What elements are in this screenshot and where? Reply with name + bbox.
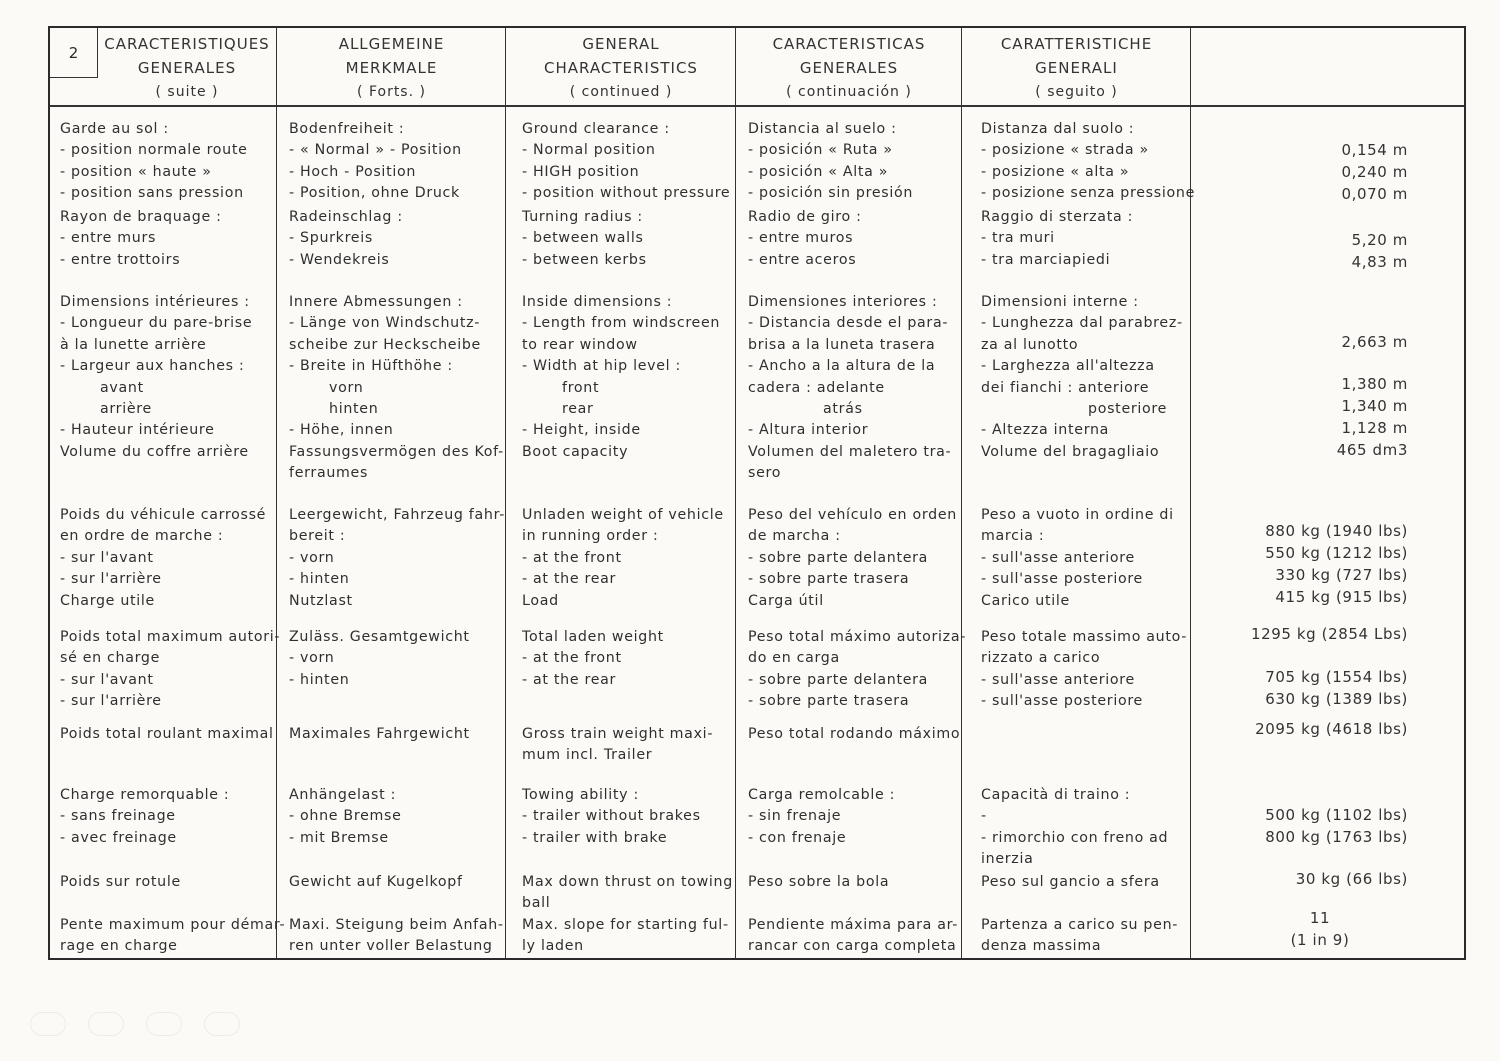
cell-line: - at the front: [522, 549, 622, 566]
cell-en-total: [522, 627, 738, 691]
cell-line: - sull'asse posteriore: [981, 693, 1143, 710]
cell-line: Volume del bragagliaio: [981, 443, 1160, 460]
cell-line: - Hauteur intérieure: [60, 422, 215, 439]
cell-fr-tow: [60, 785, 274, 849]
cell-line: mum incl. Trailer: [522, 747, 653, 764]
cell-line: Peso del vehículo en orden: [748, 507, 957, 523]
cell-line: Innere Abmessungen :: [289, 294, 463, 310]
cell-line: - sull'asse anteriore: [981, 549, 1135, 566]
cell-line: bereit :: [289, 528, 346, 545]
cell-es-ground: [748, 119, 960, 205]
cell-line: ball: [522, 895, 551, 912]
cell-line: en ordre de marche :: [60, 528, 224, 545]
cell-line: Peso a vuoto in ordine di: [981, 507, 1174, 523]
cell-it-ball: [981, 872, 1193, 893]
page-edge-marks: [30, 1012, 240, 1036]
value-line: 550 kg (1212 lbs): [1265, 544, 1408, 562]
value-line: 880 kg (1940 lbs): [1265, 522, 1408, 540]
cell-line: Charge remorquable :: [60, 787, 230, 803]
cell-de-ball: [289, 872, 511, 893]
cell-line: Pente maximum pour démar-: [60, 917, 286, 933]
cell-line: Peso total máximo autoriza-: [748, 629, 967, 645]
cell-line: vorn: [329, 379, 364, 396]
cell-line: Nutzlast: [289, 592, 353, 609]
value-line: 415 kg (915 lbs): [1275, 588, 1408, 606]
cell-line: - entre muros: [748, 230, 854, 247]
value-line: 500 kg (1102 lbs): [1265, 806, 1408, 824]
cell-line: - sull'asse anteriore: [981, 671, 1135, 688]
cell-line: denza massima: [981, 938, 1102, 955]
cell-line: Load: [522, 592, 559, 609]
header-subtitle: ( continued ): [569, 84, 673, 100]
cell-line: ferraumes: [289, 465, 369, 482]
decorative-mark: [30, 1012, 66, 1036]
cell-it-total: [981, 627, 1193, 713]
value-slope: [1250, 907, 1390, 951]
cell-line: brisa a la luneta trasera: [748, 336, 936, 353]
cell-line: - trailer with brake: [522, 829, 668, 846]
cell-line: à la lunette arrière: [60, 336, 207, 353]
header-title: GENERAL: [582, 35, 660, 53]
header-subtitle: ( seguito ): [1035, 84, 1118, 100]
cell-line: - sur l'avant: [60, 549, 154, 566]
cell-it-dims: [981, 292, 1193, 463]
cell-line: inerzia: [981, 851, 1034, 868]
cell-line: - between walls: [522, 230, 644, 247]
cell-es-ball: [748, 872, 960, 893]
cell-line: Poids du véhicule carrossé: [60, 507, 267, 523]
cell-line: - Larghezza all'altezza: [981, 358, 1155, 375]
header-subtitle: ( suite ): [155, 84, 219, 100]
cell-line: Poids sur rotule: [60, 874, 181, 890]
cell-line: - ohne Bremse: [289, 808, 402, 825]
cell-line: dei fianchi : anteriore: [981, 379, 1150, 396]
cell-line: marcia :: [981, 528, 1045, 545]
cell-line: - Ancho a la altura de la: [748, 358, 936, 375]
cell-line: - posición « Alta »: [748, 163, 889, 180]
cell-line: Peso totale massimo auto-: [981, 629, 1188, 645]
cell-line: - sull'asse posteriore: [981, 571, 1143, 588]
cell-line: - tra marciapiedi: [981, 251, 1111, 268]
value-line: 1,340 m: [1341, 397, 1408, 415]
cell-en-slope: [522, 915, 738, 958]
cell-line: - Largeur aux hanches :: [60, 358, 245, 375]
header-spanish: [737, 32, 961, 104]
cell-line: hinten: [329, 401, 379, 418]
cell-it-weight: [981, 505, 1193, 612]
cell-fr-ground: [60, 119, 274, 205]
cell-line: Max down thrust on towing: [522, 874, 733, 890]
value-line: 0,070 m: [1341, 185, 1408, 203]
cell-line: ren unter voller Belastung: [289, 938, 493, 955]
cell-line: Max. slope for starting ful-: [522, 917, 729, 933]
cell-line: - posizione « strada »: [981, 142, 1149, 159]
cell-line: - sobre parte trasera: [748, 571, 910, 588]
cell-fr-turning: [60, 207, 274, 271]
value-hips: [1188, 373, 1408, 461]
cell-de-ground: [289, 119, 511, 205]
cell-de-turning: [289, 207, 511, 271]
value-line: 0,154 m: [1341, 141, 1408, 159]
cell-line: Volumen del maletero tra-: [748, 443, 952, 460]
cell-it-turning: [981, 207, 1193, 271]
cell-line: do en carga: [748, 650, 840, 667]
cell-line: rancar con carga completa: [748, 938, 957, 955]
cell-line: - entre murs: [60, 230, 157, 247]
header-title: GENERALES: [799, 59, 899, 77]
cell-it-tow: [981, 785, 1193, 871]
cell-line: - Altura interior: [748, 422, 869, 439]
cell-line: atrás: [823, 401, 863, 418]
cell-en-rolling: [522, 724, 738, 767]
cell-line: - sobre parte trasera: [748, 693, 910, 710]
cell-line: - sur l'arrière: [60, 693, 162, 710]
cell-line: - Height, inside: [522, 422, 641, 439]
cell-line: - Distancia desde el para-: [748, 315, 949, 332]
cell-line: - sans freinage: [60, 808, 176, 825]
cell-line: front: [562, 379, 600, 396]
cell-line: - Longueur du pare-brise: [60, 315, 253, 332]
cell-line: - sobre parte delantera: [748, 671, 929, 688]
cell-en-dims: [522, 292, 738, 463]
cell-line: Carga remolcable :: [748, 787, 896, 803]
cell-line: - Length from windscreen: [522, 315, 721, 332]
cell-line: - position normale route: [60, 142, 248, 159]
cell-line: rage en charge: [60, 938, 178, 955]
header-french: [98, 32, 276, 104]
cell-en-ball: [522, 872, 738, 915]
cell-line: - sur l'arrière: [60, 571, 162, 588]
cell-en-weight: [522, 505, 738, 612]
cell-line: - mit Bremse: [289, 829, 389, 846]
cell-line: - Wendekreis: [289, 251, 390, 268]
cell-line: Garde au sol :: [60, 121, 169, 137]
header-title: ALLGEMEINE: [338, 35, 445, 53]
cell-line: Inside dimensions :: [522, 294, 673, 310]
cell-line: rizzato a carico: [981, 650, 1101, 667]
cell-line: za al lunotto: [981, 336, 1079, 353]
cell-line: - position « haute »: [60, 163, 212, 180]
cell-es-turning: [748, 207, 960, 271]
cell-line: Dimensioni interne :: [981, 294, 1139, 310]
value-turning: [1188, 229, 1408, 273]
cell-line: - Spurkreis: [289, 230, 373, 247]
value-line: 0,240 m: [1341, 163, 1408, 181]
cell-en-turning: [522, 207, 738, 271]
cell-fr-rolling: [60, 724, 274, 745]
cell-line: Zuläss. Gesamtgewicht: [289, 629, 470, 645]
cell-line: - posizione senza pressione: [981, 185, 1195, 202]
cell-line: - HIGH position: [522, 163, 640, 180]
value-line: 630 kg (1389 lbs): [1265, 690, 1408, 708]
cell-line: Dimensiones interiores :: [748, 294, 938, 310]
cell-line: Dimensions intérieures :: [60, 294, 250, 310]
value-ground: [1188, 139, 1408, 205]
cell-line: Poids total maximum autori-: [60, 629, 281, 645]
cell-fr-total: [60, 627, 281, 713]
header-title: MERKMALE: [345, 59, 438, 77]
cell-line: Distanza dal suolo :: [981, 121, 1135, 137]
cell-line: rear: [562, 401, 594, 418]
cell-line: Gewicht auf Kugelkopf: [289, 874, 463, 890]
cell-line: Towing ability :: [522, 787, 639, 803]
cell-line: Leergewicht, Fahrzeug fahr-: [289, 507, 506, 523]
header-title: CHARACTERISTICS: [544, 59, 698, 77]
value-line: 4,83 m: [1351, 253, 1408, 271]
cell-line: Distancia al suelo :: [748, 121, 897, 137]
cell-line: - posizione « alta »: [981, 163, 1130, 180]
value-line: 5,20 m: [1351, 231, 1408, 249]
cell-line: - entre aceros: [748, 251, 857, 268]
cell-line: Bodenfreiheit :: [289, 121, 405, 137]
value-line: (1 in 9): [1290, 931, 1350, 949]
header-subtitle: ( Forts. ): [357, 84, 426, 100]
cell-line: Gross train weight maxi-: [522, 726, 714, 742]
cell-line: - con frenaje: [748, 829, 847, 846]
column-divider: [961, 28, 962, 958]
cell-line: Peso sobre la bola: [748, 874, 890, 890]
cell-line: - at the front: [522, 650, 622, 667]
cell-line: Volume du coffre arrière: [60, 443, 249, 460]
cell-line: Capacità di traino :: [981, 787, 1131, 803]
value-tow: [1188, 804, 1408, 848]
cell-line: Carico utile: [981, 592, 1070, 609]
value-total: 1295 kg (2854 Lbs): [1250, 625, 1408, 643]
decorative-mark: [88, 1012, 124, 1036]
cell-line: scheibe zur Heckscheibe: [289, 336, 481, 353]
header-german: [278, 32, 505, 104]
cell-line: - position sans pression: [60, 185, 244, 202]
cell-line: in running order :: [522, 528, 659, 545]
cell-line: Turning radius :: [522, 209, 643, 225]
cell-line: -: [981, 808, 987, 825]
cell-line: to rear window: [522, 336, 638, 353]
cell-line: de marcha :: [748, 528, 841, 545]
header-divider: [50, 105, 1464, 107]
cell-fr-weight: [60, 505, 274, 612]
cell-fr-slope: [60, 915, 286, 958]
cell-line: Charge utile: [60, 592, 155, 609]
cell-line: Boot capacity: [522, 443, 629, 460]
header-title: GENERALES: [137, 59, 237, 77]
cell-line: Maxi. Steigung beim Anfah-: [289, 917, 504, 933]
cell-line: - Hoch - Position: [289, 163, 417, 180]
value-line: 1,380 m: [1341, 375, 1408, 393]
cell-line: - at the rear: [522, 671, 617, 688]
cell-line: Poids total roulant maximal: [60, 726, 274, 742]
value-weight: [1188, 520, 1408, 608]
column-divider: [276, 28, 277, 958]
cell-line: - vorn: [289, 650, 335, 667]
cell-es-weight: [748, 505, 960, 612]
value-line: 465 dm3: [1336, 441, 1408, 459]
cell-line: Rayon de braquage :: [60, 209, 222, 225]
cell-line: - tra muri: [981, 230, 1055, 247]
cell-line: - hinten: [289, 671, 350, 688]
header-title: GENERALI: [1035, 59, 1118, 77]
cell-line: - vorn: [289, 549, 335, 566]
header-subtitle: ( continuación ): [786, 84, 912, 100]
cell-fr-ball: [60, 872, 274, 893]
value-axle: [1188, 666, 1408, 710]
cell-line: Total laden weight: [522, 629, 664, 645]
cell-line: sero: [748, 465, 782, 482]
header-italian: [963, 32, 1190, 104]
decorative-mark: [204, 1012, 240, 1036]
cell-line: avant: [100, 379, 144, 396]
cell-line: cadera : adelante: [748, 379, 885, 396]
cell-it-slope: [981, 915, 1193, 958]
cell-en-ground: [522, 119, 738, 205]
cell-line: - Länge von Windschutz-: [289, 315, 481, 332]
header-title: CARATTERISTICHE: [1000, 35, 1153, 53]
header-title: CARACTERISTICAS: [772, 35, 926, 53]
cell-line: - Altezza interna: [981, 422, 1110, 439]
cell-de-tow: [289, 785, 511, 849]
cell-it-ground: [981, 119, 1193, 205]
cell-es-rolling: [748, 724, 960, 745]
cell-line: - position without pressure: [522, 185, 731, 202]
cell-es-total: [748, 627, 967, 713]
decorative-mark: [146, 1012, 182, 1036]
value-line: 1,128 m: [1341, 419, 1408, 437]
cell-es-tow: [748, 785, 960, 849]
cell-line: Anhängelast :: [289, 787, 397, 803]
cell-line: - between kerbs: [522, 251, 647, 268]
cell-line: Raggio di sterzata :: [981, 209, 1134, 225]
cell-line: - hinten: [289, 571, 350, 588]
cell-de-weight: [289, 505, 511, 612]
cell-line: Maximales Fahrgewicht: [289, 726, 470, 742]
cell-de-slope: [289, 915, 511, 958]
cell-line: - rimorchio con freno ad: [981, 829, 1169, 846]
header-title: CARACTERISTIQUES: [104, 35, 270, 53]
cell-line: - Width at hip level :: [522, 358, 681, 375]
cell-line: - posición « Ruta »: [748, 142, 893, 159]
cell-line: - trailer without brakes: [522, 808, 701, 825]
value-line: 705 kg (1554 lbs): [1265, 668, 1408, 686]
cell-line: - Höhe, innen: [289, 422, 394, 439]
cell-line: - Normal position: [522, 142, 656, 159]
header-english: [507, 32, 735, 104]
cell-line: Fassungsvermögen des Kof-: [289, 443, 504, 460]
cell-line: Radeinschlag :: [289, 209, 403, 225]
cell-line: Peso sul gancio a sfera: [981, 874, 1160, 890]
cell-line: Radio de giro :: [748, 209, 862, 225]
cell-fr-dims: [60, 292, 274, 463]
cell-line: - Lunghezza dal parabrez-: [981, 315, 1183, 332]
cell-line: Pendiente máxima para ar-: [748, 917, 959, 933]
value-line: 800 kg (1763 lbs): [1265, 828, 1408, 846]
cell-line: - Position, ohne Druck: [289, 185, 460, 202]
cell-line: - sin frenaje: [748, 808, 842, 825]
cell-line: ly laden: [522, 938, 584, 955]
cell-line: - « Normal » - Position: [289, 142, 462, 159]
cell-line: Partenza a carico su pen-: [981, 917, 1179, 933]
cell-line: arrière: [100, 401, 152, 418]
cell-line: Ground clearance :: [522, 121, 670, 137]
cell-line: - sur l'avant: [60, 671, 154, 688]
value-line: 11: [1309, 909, 1331, 927]
cell-en-tow: [522, 785, 738, 849]
value-ball: 30 kg (66 lbs): [1295, 870, 1408, 888]
cell-de-rolling: [289, 724, 511, 745]
cell-line: - at the rear: [522, 571, 617, 588]
page-badge: 2: [50, 28, 98, 78]
cell-line: - entre trottoirs: [60, 251, 181, 268]
cell-line: - Breite in Hüfthöhe :: [289, 358, 453, 375]
cell-es-dims: [748, 292, 960, 485]
cell-de-dims: [289, 292, 511, 485]
value-rolling: 2095 kg (4618 lbs): [1255, 720, 1408, 738]
value-length: 2,663 m: [1341, 333, 1408, 351]
cell-es-slope: [748, 915, 960, 958]
cell-line: - sobre parte delantera: [748, 549, 929, 566]
cell-line: sé en charge: [60, 650, 161, 667]
cell-line: - posición sin presión: [748, 185, 914, 202]
cell-line: Unladen weight of vehicle: [522, 507, 724, 523]
cell-line: Carga útil: [748, 592, 824, 609]
cell-de-total: [289, 627, 511, 691]
cell-line: posteriore: [1088, 401, 1168, 418]
cell-line: - avec freinage: [60, 829, 177, 846]
cell-line: Peso total rodando máximo: [748, 726, 961, 742]
value-line: 330 kg (727 lbs): [1275, 566, 1408, 584]
